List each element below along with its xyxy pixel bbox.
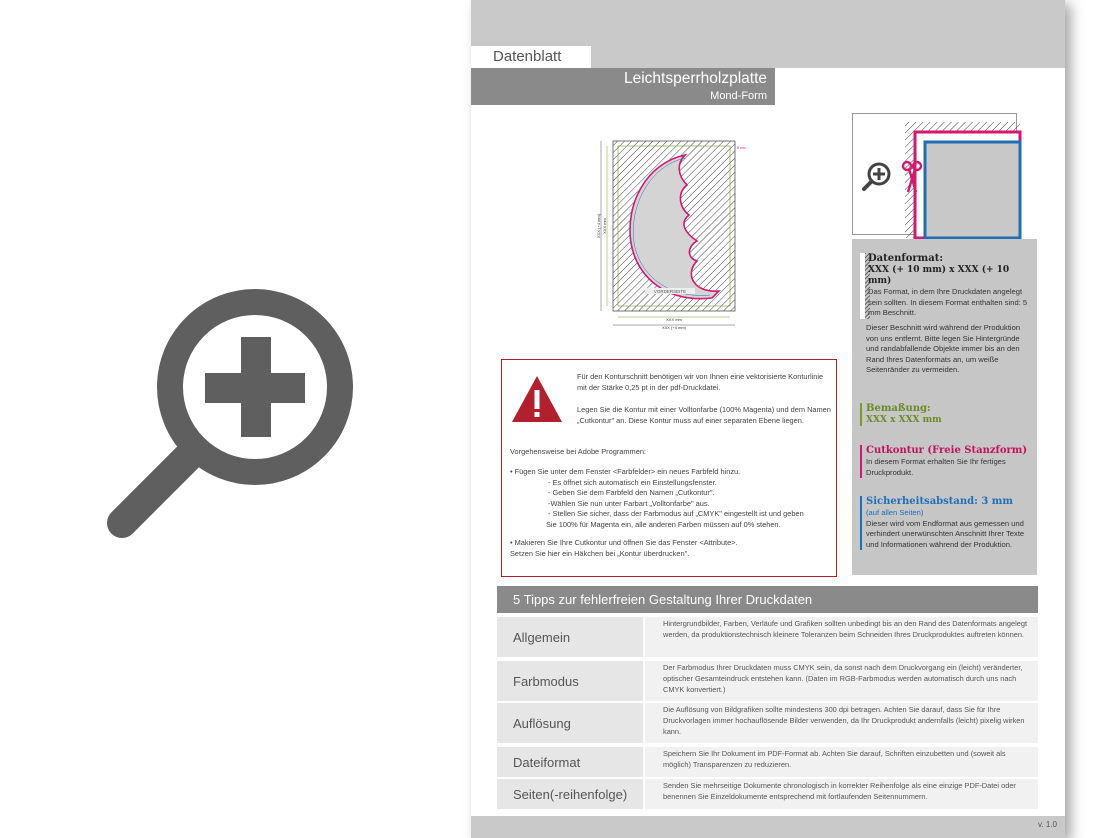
step-item: - Es öffnet sich automatisch ein Einstellungsfenster.	[548, 477, 717, 487]
step-item: - Geben Sie dem Farbfeld den Namen „Cutkontur".	[548, 488, 715, 497]
step-item: • Fügen Sie unter dem Fenster <Farbfelder> ein neues Farbfeld hinzu.	[510, 467, 741, 476]
info-panel	[852, 239, 1037, 575]
moon-shape-drawing	[597, 133, 747, 333]
cutcontour-warning-box	[501, 359, 837, 577]
cutcontour-heading: Cutkontur (Freie Stanzform)	[866, 445, 1028, 456]
corner-detail-thumbnail[interactable]	[852, 113, 1017, 235]
product-subtitle: Mond-Form	[710, 90, 767, 102]
footer-band	[471, 816, 1065, 838]
tip-row	[497, 779, 1038, 809]
tip-label: Seiten(-reihenfolge)	[497, 779, 643, 809]
bleed-label: 5 mm	[737, 146, 746, 150]
tip-text: Speichern Sie Ihr Dokument im PDF-Format ab. Achten Sie darauf, Schriften einzubetten und (soweit als möglich) Transparenzen zu reduzieren.	[645, 747, 1038, 777]
tip-row	[497, 747, 1038, 777]
step-item: - Stellen Sie sicher, dass der Farbmodus auf „CMYK" eingestellt ist und geben	[548, 509, 804, 518]
format-heading: Datenformat:	[868, 253, 944, 264]
tip-text: Die Auflösung von Bildgrafiken sollte mindestens 300 dpi betragen. Achten Sie darauf, dass Sie für Ihre Druckvorlagen immer hochauflösende Bilder verwenden, da Ihr Druckprodukt andernfalls (leicht) pixelig wirken kann.	[645, 703, 1038, 743]
warning-icon	[510, 374, 564, 424]
tip-row	[497, 703, 1038, 743]
tip-label: Farbmodus	[497, 661, 643, 701]
safety-margin-section	[860, 496, 1034, 550]
tip-label: Dateiformat	[497, 747, 643, 777]
safety-text: Dieser wird vom Endformat aus gemessen und verhindert unerwünschten Anschnitt Ihrer Texte und Informationen während der Produktion.	[866, 518, 1025, 549]
step-item: Sie 100% für Magenta ein, alle anderen Farben müssen auf 0% stehen.	[546, 519, 781, 529]
step-item: Setzen Sie hier ein Häkchen bei „Kontur überdrucken".	[510, 548, 690, 558]
product-title: Leichtsperrholzplatte	[623, 70, 767, 87]
procedure-steps	[510, 467, 830, 559]
step-item: • Makieren Sie Ihre Cutkontur und öffnen Sie das Fenster <Attribute>.	[510, 538, 738, 547]
safety-heading: Sicherheitsabstand: 3 mm	[866, 496, 1013, 507]
tip-text: Der Farbmodus Ihrer Druckdaten muss CMYK sein, da sonst nach dem Druckvorgang ein (leicht) veränderter, optischer Gesamteindruck entstehen kann. (Daten im RGB-Farbmodus werden automatisch durch uns nach CMYK konvertiert.)	[645, 661, 1038, 701]
tip-row	[497, 661, 1038, 701]
format-size: XXX (+ 10 mm) x XXX (+ 10 mm)	[868, 265, 1010, 286]
dim-outer-width: XXX (+4 mm)	[661, 325, 687, 330]
tip-text: Hintergrundbilder, Farben, Verläufe und Grafiken sollten unbedingt bis an den Rand des Datenformats angelegt werden, da produktionstechnisch kleinere Toleranzen beim Schneiden Ihres Druckproduktes auftreten können.	[645, 617, 1038, 657]
datasheet-tag: Datenblatt	[471, 46, 591, 68]
dim-inner-width: XXX mm	[666, 317, 682, 322]
dimension-section	[860, 403, 1034, 426]
dimension-value: XXX x XXX mm	[866, 415, 942, 425]
zoom-in-icon[interactable]	[100, 282, 360, 542]
tip-text: Senden Sie mehrseitige Dokumente chronologisch in korrekter Reihenfolge als eine einzige PDF-Datei oder benennen Sie Einzeldokumente entsprechend mit fortlaufenden Seitennummern.	[645, 779, 1038, 809]
bleed-note: Dieser Beschnitt wird während der Produktion von uns entfernt. Bitte legen Sie Hintergründe und randabfallende Objekte immer bis an den Rand Ihres Datenformats an, um weiße Seitenränder zu vermeiden.	[866, 323, 1021, 374]
version-label: v. 1.0	[1038, 820, 1057, 829]
data-format-section	[860, 253, 1034, 319]
front-label: VORDERSEITE	[653, 289, 687, 294]
tip-label: Auflösung	[497, 703, 643, 743]
dimension-heading: Bemaßung:	[866, 403, 931, 414]
corner-detail-drawing	[853, 114, 1018, 236]
procedure-heading: Vorgehensweise bei Adobe Programmen:	[510, 447, 646, 456]
tip-label: Allgemein	[497, 617, 643, 657]
tip-row	[497, 617, 1038, 657]
cutcontour-text: In diesem Format erhalten Sie Ihr fertiges Druckprodukt.	[866, 457, 1006, 477]
datasheet-page	[471, 0, 1065, 838]
title-bar	[471, 68, 775, 105]
tips-heading: 5 Tipps zur fehlerfreien Gestaltung Ihrer Druckdaten	[497, 586, 1038, 613]
dim-inner-height: XXX mm	[602, 218, 607, 234]
dim-outer-height: XXX (+4 mm)	[596, 213, 601, 239]
safety-subheading: (auf allen Seiten)	[866, 508, 924, 517]
warning-text-2: Legen Sie die Kontur mit einer Volltonfarbe (100% Magenta) und dem Namen „Cutkontur" an. Diese Kontur muss auf einer separaten Ebene liegen.	[577, 405, 831, 425]
cutcontour-section	[860, 445, 1034, 478]
scissors-icon	[901, 160, 923, 194]
step-item: -Wählen Sie nun unter Farbart „Volltonfarbe" aus.	[548, 498, 710, 508]
format-text: Das Format, in dem Ihre Druckdaten angelegt sein sollten. In diesem Format enthalten sind: 5 mm Beschnitt.	[868, 287, 1028, 317]
warning-text-1: Für den Konturschnitt benötigen wir von Ihnen eine vektorisierte Konturlinie mit der Stärke 0,25 pt in der pdf-Druckdatei.	[577, 372, 824, 392]
